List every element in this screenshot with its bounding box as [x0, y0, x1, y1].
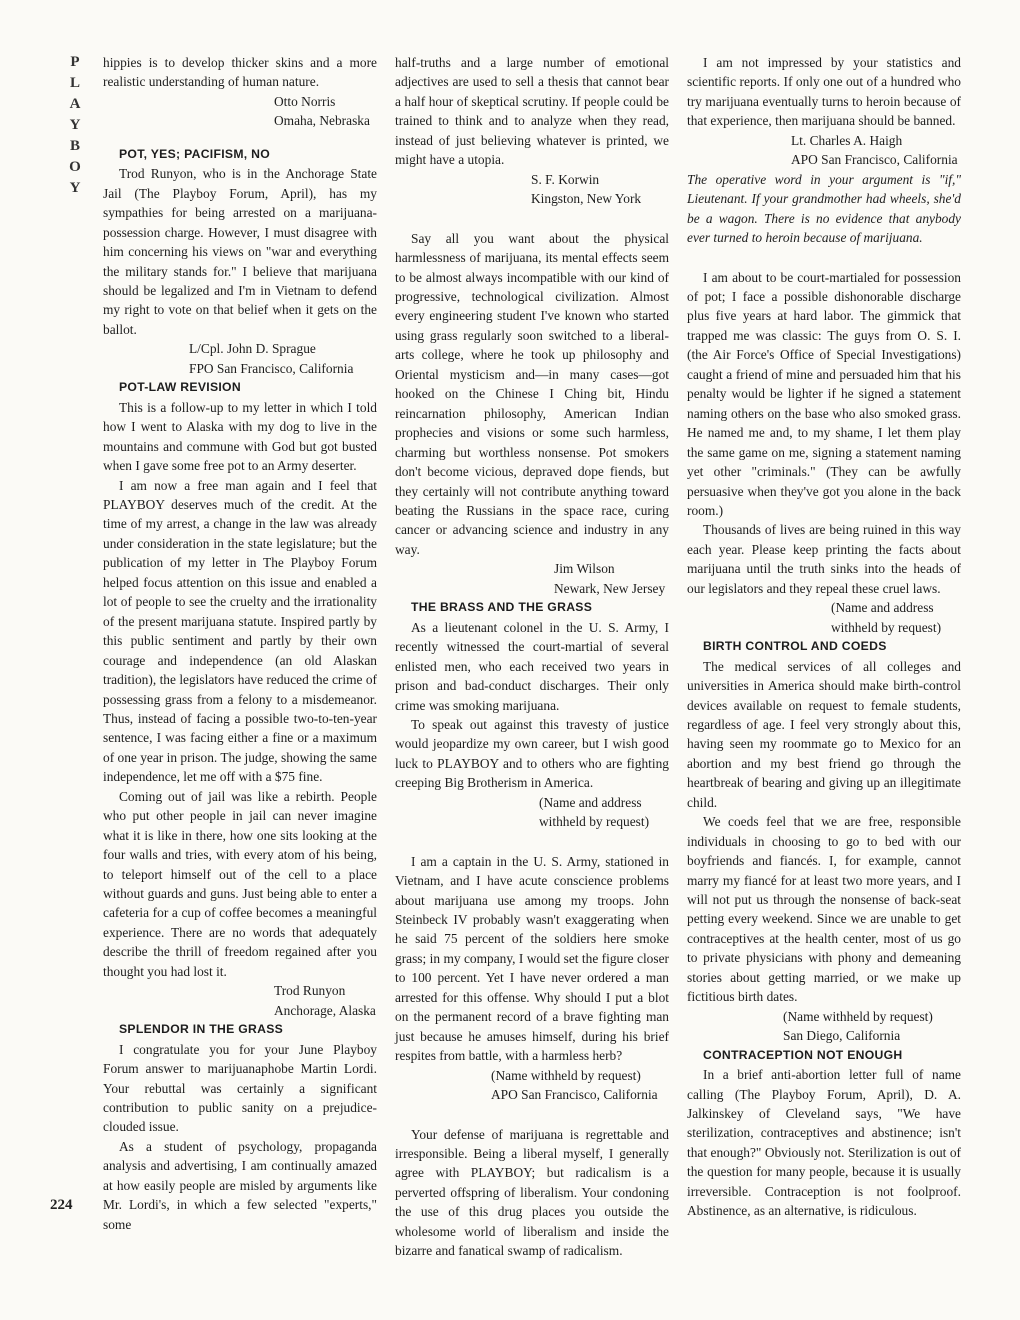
letter-separator [395, 1105, 669, 1125]
letter-paragraph: The medical services of all colleges and universities in America should make birth-control devices available on request to female students, regardless of age. I feel very strongly about this, having seen my roommate go to Mexico for an abortion and my best friend go through the heartbreak of bearing and giving up an illegitimate child. [687, 658, 961, 810]
signature-location: FPO San Francisco, California [189, 360, 354, 376]
letter-paragraph: Trod Runyon, who is in the Anchorage State Jail (The Playboy Forum, April), has my sympathies for being arrested on a marijuana-possession charge. However, I must disagree with him concerning his views on "war and everything the military stands for." I believe that marijuana should be legalized and I'm in Vietnam to defend my right to vote on that belief when it gets on the ballot. [103, 166, 377, 337]
section-heading: POT, YES; PACIFISM, NO [119, 146, 271, 161]
letter-separator [395, 832, 669, 852]
signature-name: Otto Norris [274, 93, 336, 109]
section-heading: CONTRACEPTION NOT ENOUGH [703, 1047, 903, 1062]
letter-paragraph: To speak out against this travesty of justice would jeopardize my own career, but I wish good luck to PLAYBOY and to others who are fighting creeping Big Brotherism in America. [395, 716, 669, 791]
section-heading: POT-LAW REVISION [119, 380, 241, 395]
page-number: 224 [50, 1197, 73, 1213]
signature-line: withheld by request) [831, 619, 942, 635]
letter-paragraph: I am now a free man again and I feel that PLAYBOY deserves much of the credit. At the time of my arrest, a change in the law was already under consideration in the state legislature; but the publication of my letter in The Playboy Forum helped focus attention on this issue and enabled a lot of people to see the cruelty and the irrationality of the present marijuana statute. Inspired partly by this public sentiment and partly by their own courage and independence (an old Alaskan tradition), the legislators have reduced the crime of possessing grass from a felony to a misdemeanor. Thus, instead of facing a possible two-to-ten-year sentence, I was facing either a fine or a maximum of one year in prison. The judge, showing the same independence, let me off with a $75 fine. [103, 477, 377, 785]
letter-paragraph: This is a follow-up to my letter in which I told how I went to Alaska with my dog to live in the mountains and commune with God but got busted when I gave some free pot to an Army deserter. [103, 399, 377, 474]
signature-location: Anchorage, Alaska [274, 1002, 376, 1018]
signature-name: L/Cpl. John D. Sprague [189, 341, 316, 357]
signature-line: (Name withheld by request) [491, 1067, 641, 1083]
column-2 [395, 53, 669, 1261]
signature-line: San Diego, California [783, 1028, 901, 1044]
brand-letter: Y [69, 180, 81, 196]
letter-paragraph: We coeds feel that we are free, responsible individuals in choosing to go to bed with our boyfriends and fiancés. I, for example, cannot marry my fiancé for at least two more years, and I will not put us through the nonsense of back-seat petting every weekend. Since we are unable to get contraceptives at the health center, most of us go to private physicians with phony and demeaning stories about getting married, or we make up fictitious birth dates. [687, 814, 961, 1005]
editor-reply-text: The operative word in your argument is "if," Lieutenant. If your grandmother had wheels, she'd be a wagon. There is no evidence that anybody ever turned to heroin because of marijuana. [687, 171, 961, 246]
signature-location: Omaha, Nebraska [274, 113, 370, 129]
letter-paragraph: Say all you want about the physical harmlessness of marijuana, its mental effects seem to be almost always incompatible with our kind of progressive, technological civilization. Almost every engineering student I've known who started using grass regularly soon switched to a liberal-arts college, where he took up philosophy and Oriental mysticism and—in many cases—got hooked on the Chinese I Ching bit, Hindu reincarnation philosophy, American Indian prophecies and visions or some such harmless, charming but worthless nonsense. Pot smokers don't become vicious, depraved dope fiends, but they certainly will not contribute anything toward beating the Russians in the space race, curing cancer or advancing science and industry in any way. [395, 230, 669, 557]
letter-paragraph: Thousands of lives are being ruined in this way each year. Please keep printing the facts about marijuana until the truth sinks into the heads of our legislators and they repeal these cruel laws. [687, 522, 961, 596]
signature-name: S. F. Korwin [531, 171, 600, 187]
section-heading: BIRTH CONTROL AND COEDS [703, 639, 887, 654]
brand-letter: B [69, 138, 80, 154]
signature-location: Kingston, New York [531, 191, 642, 207]
letter-paragraph: Your defense of marijuana is regrettable and irresponsible. Being a liberal myself, I generally agree with PLAYBOY; but radicalism is a perverted offspring of liberalism. Your condoning the use of this drug places you outside the wholesome world of liberalism and inside the bizarre and fanatical swamp of radicalism. [395, 1126, 669, 1259]
letter-paragraph: I am about to be court-martialed for possession of pot; I face a possible dishonorable discharge plus five years at hard labor. The gimmick that trapped me was classic: The guys from O. S. I. (the Air Force's Office of Special Investigations) caught a friend of mine and persuaded him that his penalty would be lighter if he signed a statement naming others on the base who also smoked grass. He named me and, to my shame, I let them play the same game on me, signing a statement naming yet other "criminals." (They can be awfully persuasive when they've got you alone in the back room.) [687, 269, 961, 518]
signature-location: Newark, New Jersey [554, 580, 666, 596]
signature-location: APO San Francisco, California [791, 152, 958, 168]
letter-paragraph: I am not impressed by your statistics and scientific reports. If only one out of a hundred who try marijuana eventually turns to heroin because of that experience, then marijuana should be banned. [687, 55, 961, 129]
signature-line: withheld by request) [539, 814, 650, 830]
brand-letter: P [70, 54, 80, 70]
brand-letter: Y [69, 117, 81, 133]
signature-line: (Name and address [831, 600, 934, 616]
letter-paragraph: hippies is to develop thicker skins and a more realistic understanding of human nature. [103, 55, 377, 90]
letter-paragraph: As a lieutenant colonel in the U. S. Army, I recently witnessed the court-martial of several enlisted men, who each received two years in prison and bad-conduct discharges. Their only crime was smoking marijuana. [395, 619, 669, 713]
signature-name: Trod Runyon [274, 983, 346, 999]
letter-paragraph: As a student of psychology, propaganda analysis and advertising, I am continually amazed at how easily people are misled by arguments like Mr. Lordi's, in which a few selected "experts," some [103, 1138, 377, 1232]
letter-paragraph: half-truths and a large number of emotional adjectives are used to sell a thesis that cannot bear a half hour of skeptical scrutiny. If people could be trained to think and to analyze when they read, instead of just believing whatever is printed, we might have a utopia. [395, 55, 669, 168]
letter-separator [687, 248, 961, 268]
letter-paragraph: I am a captain in the U. S. Army, stationed in Vietnam, and I have acute conscience problems about marijuana use among my troops. John Steinbeck IV probably wasn't exaggerating when he said 75 percent of the soldiers here smoke grass; in my company, I would set the figure closer to 100 percent. Yet I have never ordered a man arrested for this offense. Why should I put a blot on the permanent record of a brave fighting man just because he amuses himself, during his brief respites from battle, with a harmless herb? [395, 853, 669, 1064]
column-3 [687, 53, 961, 1221]
column-1 [103, 53, 377, 1234]
letter-paragraph: I congratulate you for your June Playboy Forum answer to marijuanaphobe Martin Lordi. Your rebuttal was certainly a significant contribution to public sanity on a prejudice-clouded issue. [103, 1041, 377, 1135]
playboy-vertical-wordmark [62, 52, 88, 199]
editor-reply [687, 170, 961, 248]
letter-paragraph: In a brief anti-abortion letter full of name calling (The Playboy Forum, April), D. A. Jalkinskey of Cleveland says, "We have sterilization, contraceptives and abstinence; isn't that enough?" Obviously not. Sterilization is out of the question for many people, because it is usually irreversible. Contraception is not foolproof. Abstinence, as an alternative, is ridiculous. [687, 1067, 961, 1219]
signature-line: (Name and address [539, 794, 642, 810]
brand-letter: O [69, 159, 81, 175]
signature-name: Jim Wilson [554, 561, 615, 577]
signature-line: APO San Francisco, California [491, 1087, 658, 1103]
signature-name: Lt. Charles A. Haigh [791, 132, 903, 148]
letter-separator [395, 209, 669, 229]
brand-letter: L [69, 75, 80, 91]
signature-line: (Name withheld by request) [783, 1008, 933, 1024]
section-heading: SPLENDOR IN THE GRASS [119, 1022, 284, 1037]
section-heading: THE BRASS AND THE GRASS [411, 600, 593, 615]
letter-paragraph: Coming out of jail was like a rebirth. People who put other people in jail can never imagine what it is like in there, how one sits looking at the four walls and tries, with every atom of his being, to teleport himself out of the cell to a place without guards and guns. Just being able to enter a cafeteria for a cup of coffee becomes a meaningful experience. There are no words that adequately describe the thrill of freedom regained after you thought you had lost it. [103, 788, 377, 979]
brand-letter: A [69, 96, 81, 112]
